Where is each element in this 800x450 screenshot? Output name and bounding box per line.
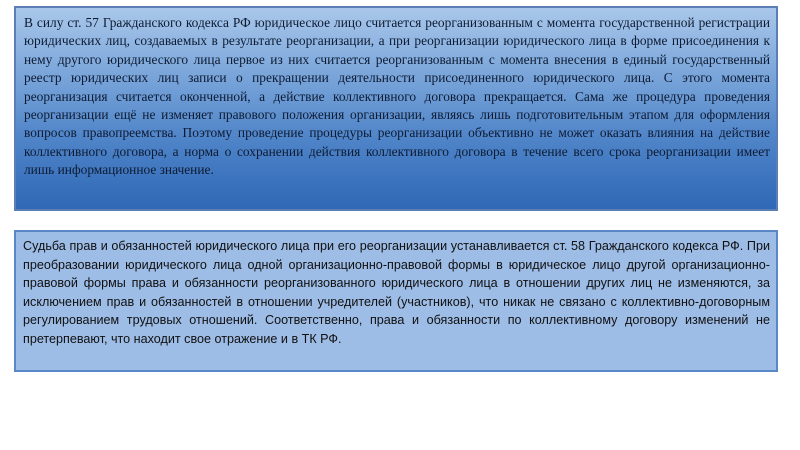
text-block-reorganization-moment-body: В силу ст. 57 Гражданского кодекса РФ юридическое лицо считается реорганизованным с момента государственной регистрации юридических лиц, создаваемых в результате реорганизации, а при реорганизации юридического лица в форме присоединения к нему другого юридического лица первое из них считается реорганизованным с момента внесения в единый государственный реестр юридических лиц записи о прекращении деятельности присоединенного юридического лица. С этого момента реорганизация считается оконченной, а действие коллективного договора прекращается. Сама же процедура проведения реорганизации ещё не изменяет правового положения организации, являясь лишь подготовительным этапом для оформления вопросов правопреемства. Поэтому проведение процедуры реорганизации объективно не может оказать влияния на действие коллективного договора, а норма о сохранении действия коллективного договора в течение всего срока реорганизации имеет лишь информационное значение. (24, 15, 770, 178)
text-block-rights-obligations (14, 230, 778, 372)
text-block-reorganization-moment (14, 6, 778, 211)
text-block-rights-obligations-body: Судьба прав и обязанностей юридического лица при его реорганизации устанавливается ст. 58 Гражданского кодекса РФ. При преобразовании юридического лица одной организационно-правовой формы в юридическое лицо другой организационно-правовой формы права и обязанности реорганизованного юридического лица в отношении других лиц не изменяются, за исключением прав и обязанностей в отношении учредителей (участников), что никак не связано с коллективно-договорным регулированием трудовых отношений. Соответственно, права и обязанности по коллективному договору изменений не претерпевают, что находит свое отражение и в ТК РФ. (23, 239, 770, 346)
